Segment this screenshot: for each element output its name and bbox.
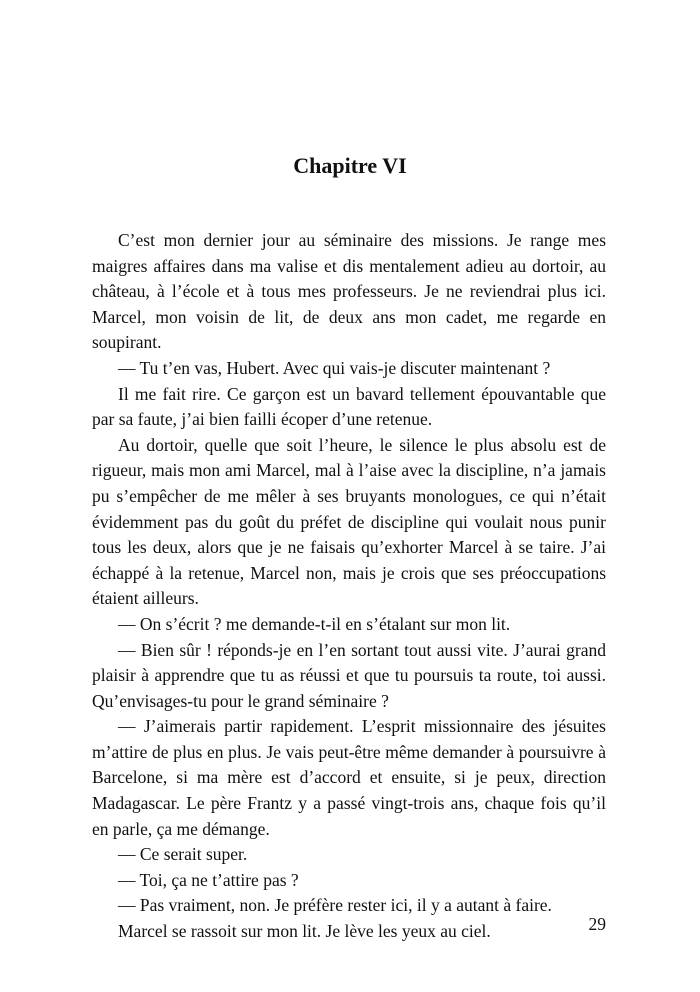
paragraph: Au dortoir, quelle que soit l’heure, le silence le plus absolu est de rigueur, mais mon ami Marcel, mal à l’aise avec la discipline, n’a jamais pu s’empêcher de me mêler à ses bruyants monologues, ce qui n’était évidemment pas du goût du préfet de discipline qui voulait nous punir tous les deux, alors que je ne faisais qu’exhorter Marcel à se taire. J’ai échappé à la retenue, Marcel non, mais je crois que ses préoccupations étaient ailleurs. bbox=[92, 434, 606, 609]
paragraph: — Bien sûr ! réponds-je en l’en sortant tout aussi vite. J’aurai grand plaisir à apprendre que tu as réussi et que tu poursuis ta route, toi aussi. Qu’envisages-tu pour le grand séminaire ? bbox=[92, 639, 606, 711]
paragraph: — On s’écrit ? me demande-t-il en s’étalant sur mon lit. bbox=[118, 613, 511, 634]
paragraph: C’est mon dernier jour au séminaire des missions. Je range mes maigres affaires dans ma valise et dis mentalement adieu au dortoir, au château, à l’école et à tous mes professeurs. Je ne reviendrai plus ici. Marcel, mon voisin de lit, de deux ans mon cadet, me regarde en soupirant. bbox=[92, 230, 606, 353]
paragraph: — J’aimerais partir rapidement. L’esprit missionnaire des jésuites m’attire de plus en plus. Je vais peut-être même demander à poursuivre à Barcelone, si ma mère est d’accord et ensuite, si je peux, direction Madagascar. Le père Frantz y a passé vingt-trois ans, chaque fois qu’il en parle, ça me démange. bbox=[92, 716, 606, 839]
chapter-title: Chapitre VI bbox=[293, 153, 407, 178]
chapter-body bbox=[92, 228, 606, 945]
page-number: 29 bbox=[588, 914, 606, 934]
paragraph: — Tu t’en vas, Hubert. Avec qui vais-je discuter maintenant ? bbox=[118, 357, 551, 378]
paragraph: Marcel se rassoit sur mon lit. Je lève les yeux au ciel. bbox=[118, 921, 491, 942]
paragraph: Il me fait rire. Ce garçon est un bavard tellement épouvantable que par sa faute, j’ai bien failli écoper d’une retenue. bbox=[92, 383, 606, 430]
paragraph: — Ce serait super. bbox=[118, 844, 248, 865]
paragraph: — Pas vraiment, non. Je préfère rester ici, il y a autant à faire. bbox=[118, 895, 552, 916]
paragraph: — Toi, ça ne t’attire pas ? bbox=[118, 869, 299, 890]
